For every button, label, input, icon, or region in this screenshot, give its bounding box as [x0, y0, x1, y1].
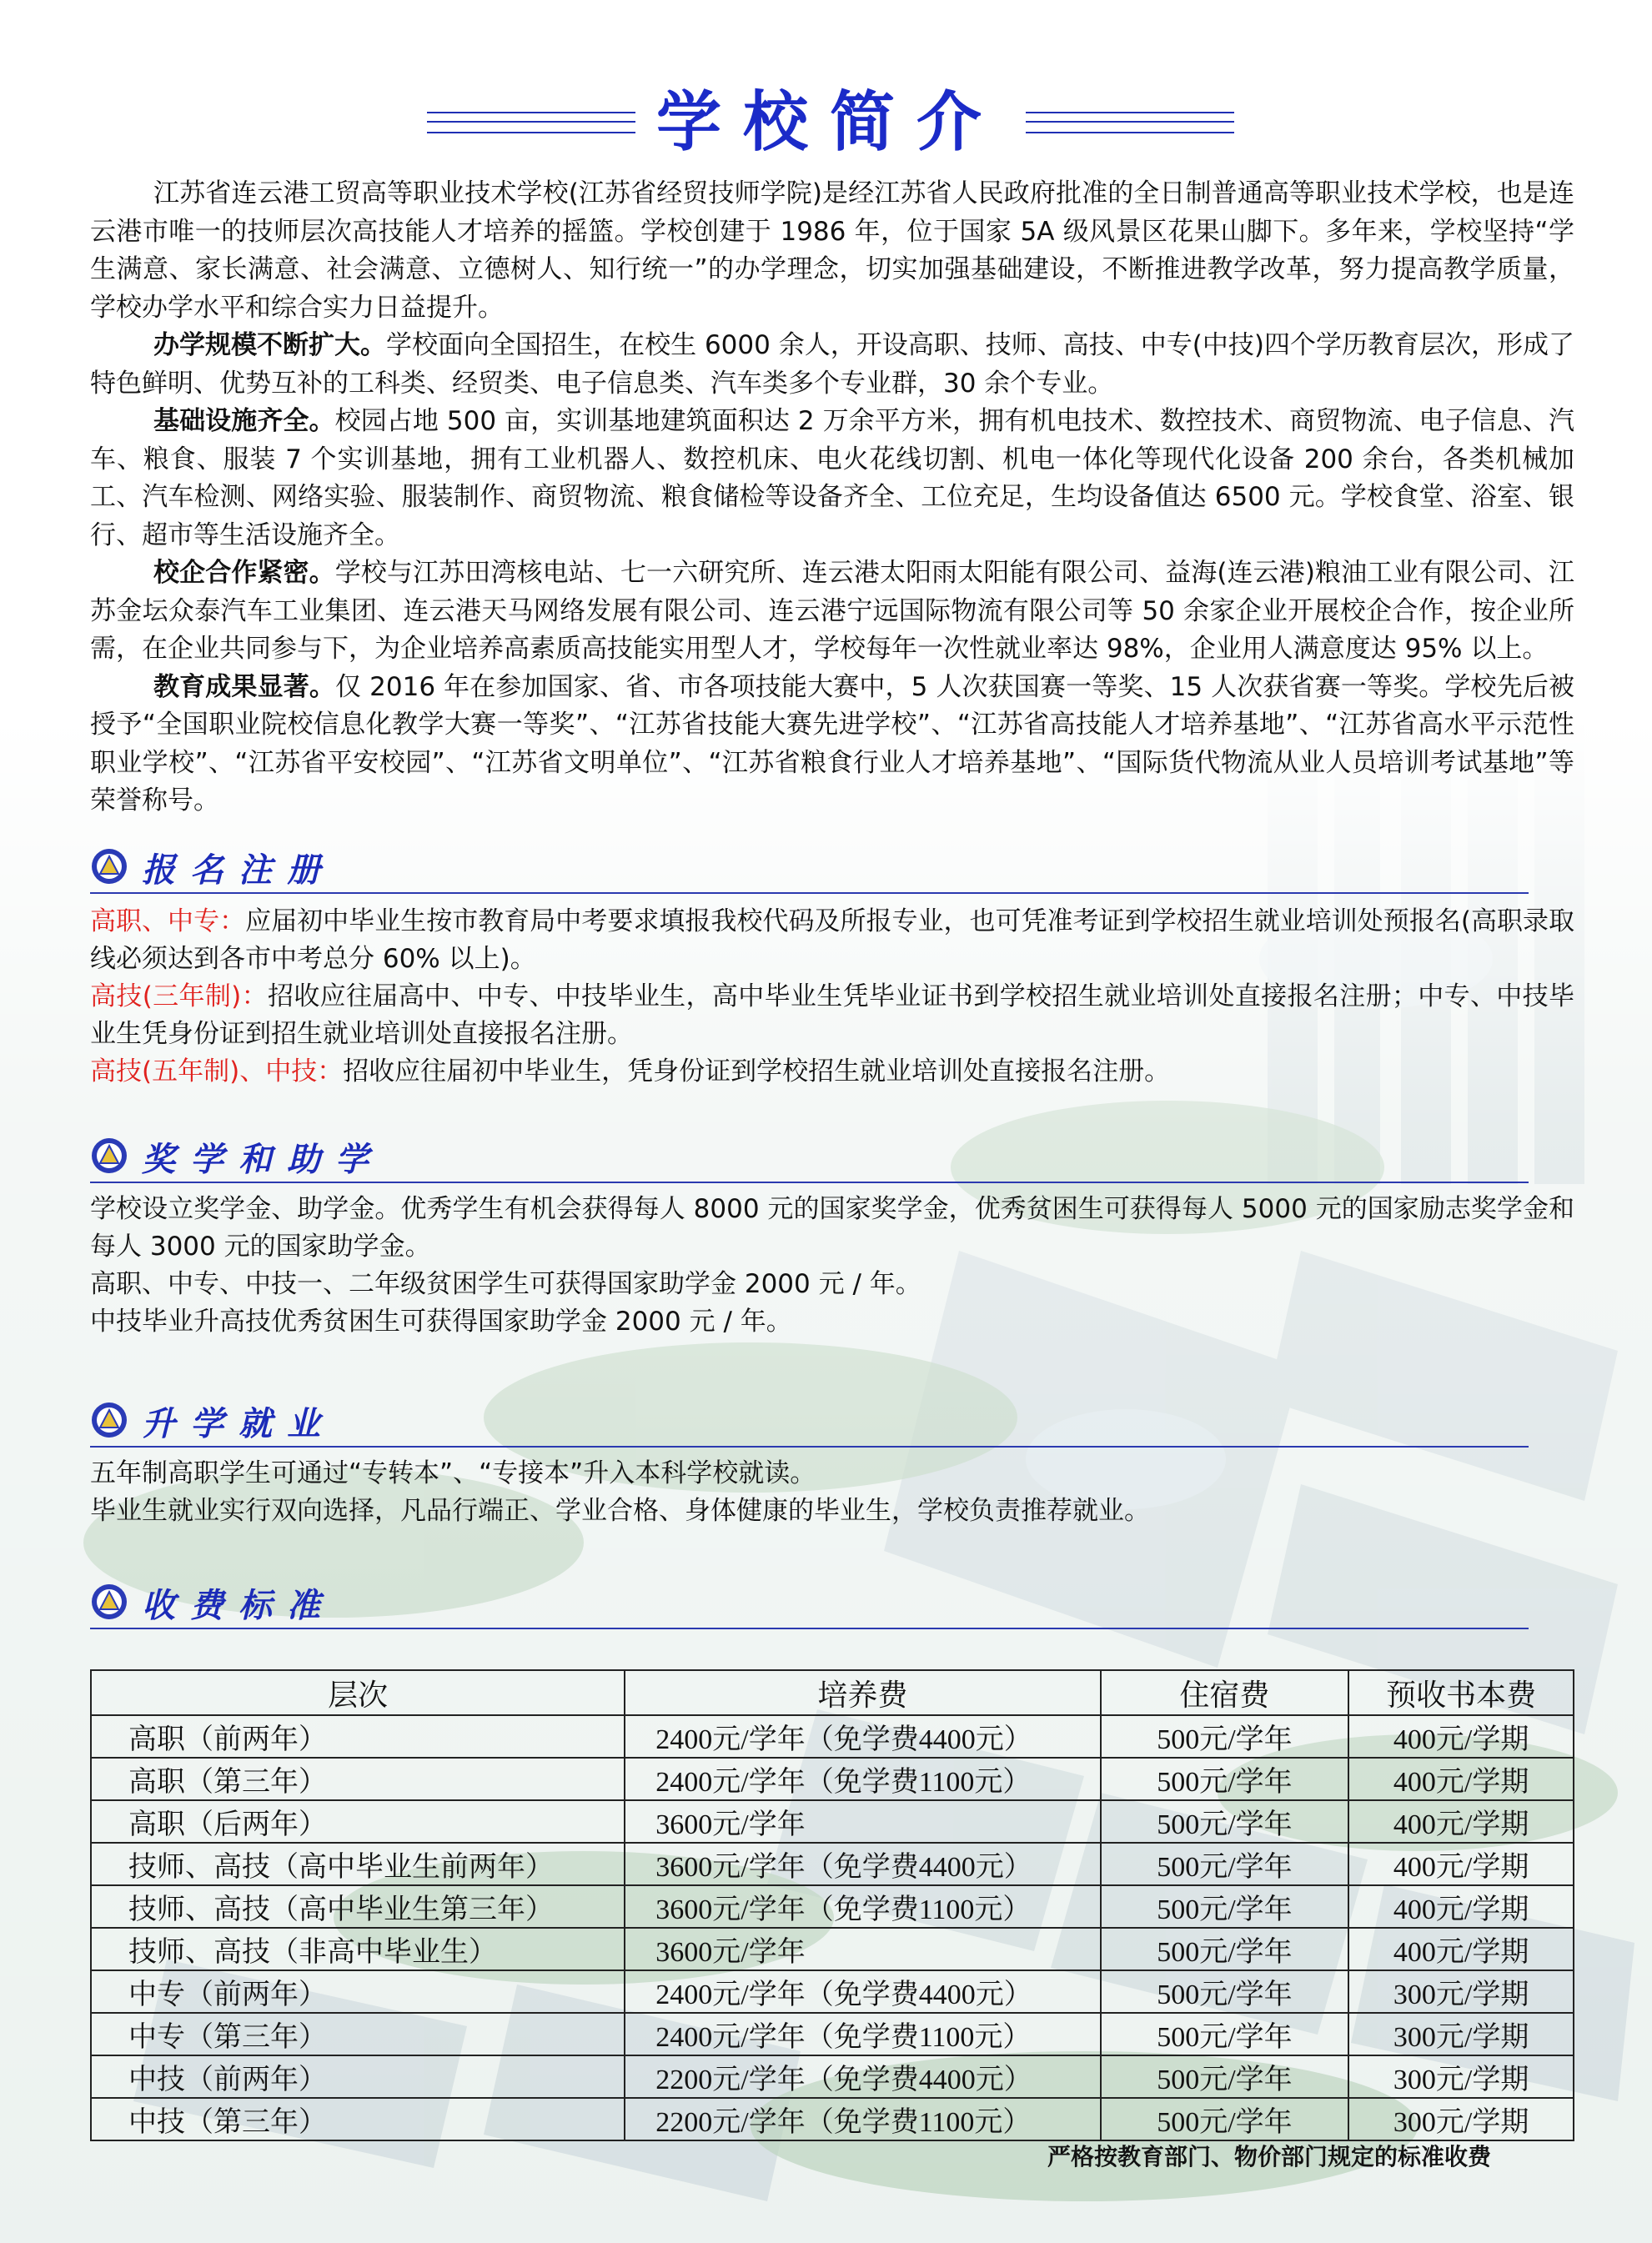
cell-tuition: 3600元/学年（免学费1100元） — [625, 1885, 1100, 1928]
page-title: 学校简介 — [655, 85, 1003, 160]
cell-dorm: 500元/学年 — [1101, 1970, 1349, 2013]
column-header-dorm: 住宿费 — [1101, 1670, 1349, 1715]
intro-text-cooperation: 学校与江苏田湾核电站、七一六研究所、连云港太阳雨太阳能有限公司、益海(连云港)粮油工业有限公司、江苏金坛众泰汽车工业集团、连云港天马网络发展有限公司、连云港宁远国际物流有限公司等 50 余家企业开展校企合作，按企业所需，在企业共同参与下，为企业培养高素质高技能实用型人才，学校每年一次性就业率达 98%，企业用人满意度达 95% 以上。 — [90, 558, 1575, 664]
cell-books: 300元/学期 — [1348, 2055, 1574, 2098]
section-emblem-icon — [90, 1401, 128, 1439]
cell-tuition: 2400元/学年（免学费1100元） — [625, 2013, 1100, 2055]
section-header-fees — [90, 1576, 1529, 1629]
cell-tuition: 3600元/学年 — [625, 1800, 1100, 1843]
cell-books: 400元/学期 — [1348, 1758, 1574, 1800]
fee-table — [90, 1669, 1574, 2141]
table-row — [91, 1715, 1574, 1758]
cell-tuition: 2400元/学年（免学费4400元） — [625, 1970, 1100, 2013]
intro-text-scale: 学校面向全国招生，在校生 6000 余人，开设高职、技师、高技、中专(中技)四个学历教育层次，形成了特色鲜明、优势互补的工科类、经贸类、电子信息类、汽车类多个专业群，30 余个专业。 — [90, 330, 1575, 399]
table-row — [91, 1800, 1574, 1843]
cell-level: 中技（前两年） — [91, 2055, 625, 2098]
intro-lead-facilities: 基础设施齐全。 — [153, 406, 335, 436]
cell-level: 技师、高技（非高中毕业生） — [91, 1928, 625, 1970]
cell-dorm: 500元/学年 — [1101, 2055, 1349, 2098]
cell-books: 300元/学期 — [1348, 2098, 1574, 2140]
school-introduction — [90, 175, 1574, 820]
cell-tuition: 3600元/学年（免学费4400元） — [625, 1843, 1100, 1885]
cell-dorm: 500元/学年 — [1101, 1800, 1349, 1843]
column-header-tuition: 培养费 — [625, 1670, 1100, 1715]
cell-level: 中专（第三年） — [91, 2013, 625, 2055]
scholarship-line: 高职、中专、中技一、二年级贫困学生可获得国家助学金 2000 元 / 年。 — [90, 1269, 921, 1299]
intro-lead-achievements: 教育成果显著。 — [153, 671, 336, 702]
cell-books: 400元/学期 — [1348, 1843, 1574, 1885]
employment-line: 毕业生就业实行双向选择，凡品行端正、学业合格、身体健康的毕业生，学校负责推荐就业。 — [90, 1496, 1150, 1526]
registration-body — [90, 903, 1574, 1091]
registration-item-text: 应届初中毕业生按市教育局中考要求填报我校代码及所报专业，也可凭准考证到学校招生就业培训处预报名(高职录取线必须达到各市中考总分 60% 以上)。 — [90, 906, 1575, 974]
cell-dorm: 500元/学年 — [1101, 1758, 1349, 1800]
cell-dorm: 500元/学年 — [1101, 1715, 1349, 1758]
table-row — [91, 2098, 1574, 2140]
cell-dorm: 500元/学年 — [1101, 1928, 1349, 1970]
cell-level: 中技（第三年） — [91, 2098, 625, 2140]
cell-books: 300元/学期 — [1348, 2013, 1574, 2055]
cell-level: 技师、高技（高中毕业生第三年） — [91, 1885, 625, 1928]
section-emblem-icon — [90, 1583, 128, 1621]
section-header-employment — [90, 1394, 1529, 1448]
intro-paragraph-facilities — [90, 403, 1574, 554]
registration-item — [90, 1053, 1574, 1091]
cell-level: 高职（后两年） — [91, 1800, 625, 1843]
table-row — [91, 2013, 1574, 2055]
intro-text-achievements: 仅 2016 年在参加国家、省、市各项技能大赛中，5 人次获国赛一等奖、15 人次获省赛一等奖。学校先后被授予“全国职业院校信息化教学大赛一等奖”、“江苏省技能大赛先进学校”、“江苏省高技能人才培养基地”、“江苏省高水平示范性职业学校”、“江苏省平安校园”、“江苏省文明单位”、“江苏省粮食行业人才培养基地”、“国际货代物流从业人员培训考试基地”等荣誉称号。 — [90, 671, 1574, 815]
cell-tuition: 2400元/学年（免学费1100元） — [625, 1758, 1100, 1800]
cell-level: 高职（前两年） — [91, 1715, 625, 1758]
title-banner — [0, 77, 1652, 168]
column-header-level: 层次 — [91, 1670, 625, 1715]
column-header-books: 预收书本费 — [1348, 1670, 1574, 1715]
section-emblem-icon — [90, 847, 128, 886]
registration-item-label: 高职、中专： — [90, 906, 246, 936]
registration-item — [90, 978, 1574, 1053]
employment-line: 五年制高职学生可通过“专转本”、“专接本”升入本科学校就读。 — [90, 1458, 816, 1488]
section-title-scholarship: 奖学和助学 — [142, 1140, 384, 1179]
cell-level: 技师、高技（高中毕业生前两年） — [91, 1843, 625, 1885]
section-header-registration — [90, 840, 1529, 894]
intro-lead-scale: 办学规模不断扩大。 — [153, 330, 387, 360]
registration-item-label: 高技(五年制)、中技： — [90, 1056, 344, 1086]
cell-dorm: 500元/学年 — [1101, 2098, 1349, 2140]
intro-paragraph-achievements — [90, 669, 1574, 820]
section-title-fees: 收费标准 — [142, 1586, 335, 1625]
intro-paragraph-scale — [90, 327, 1574, 403]
section-header-scholarship — [90, 1130, 1529, 1183]
cell-tuition: 2200元/学年（免学费4400元） — [625, 2055, 1100, 2098]
table-row — [91, 1970, 1574, 2013]
section-emblem-icon — [90, 1137, 128, 1175]
cell-books: 300元/学期 — [1348, 1970, 1574, 2013]
employment-body — [90, 1455, 1574, 1530]
scholarship-line: 学校设立奖学金、助学金。优秀学生有机会获得每人 8000 元的国家奖学金，优秀贫困生可获得每人 5000 元的国家励志奖学金和每人 3000 元的国家助学金。 — [90, 1194, 1574, 1262]
section-title-employment: 升学就业 — [142, 1404, 335, 1443]
intro-lead-cooperation: 校企合作紧密。 — [153, 558, 335, 588]
cell-books: 400元/学期 — [1348, 1800, 1574, 1843]
cell-dorm: 500元/学年 — [1101, 1843, 1349, 1885]
cell-tuition: 3600元/学年 — [625, 1928, 1100, 1970]
registration-item-text: 招收应往届初中毕业生，凭身份证到学校招生就业培训处直接报名注册。 — [343, 1056, 1171, 1086]
intro-paragraph — [90, 175, 1574, 327]
cell-dorm: 500元/学年 — [1101, 1885, 1349, 1928]
title-rule-left — [427, 112, 635, 133]
intro-text: 江苏省连云港工贸高等职业技术学校(江苏省经贸技师学院)是经江苏省人民政府批准的全日制普通高等职业技术学校，也是连云港市唯一的技师层次高技能人才培养的摇篮。学校创建于 1986 年，位于国家 5A 级风景区花果山脚下。多年来，学校坚持“学生满意、家长满意、社会满意、立德树人、知行统一”的办学理念，切实加强基础建设，不断推进教学改革，努力提高教学质量，学校办学水平和综合实力日益提升。 — [90, 178, 1574, 323]
intro-text-facilities: 校园占地 500 亩，实训基地建筑面积达 2 万余平方米，拥有机电技术、数控技术、商贸物流、电子信息、汽车、粮食、服装 7 个实训基地，拥有工业机器人、数控机床、电火花线切割、机电一体化等现代化设备 200 余台，各类机械加工、汽车检测、网络实验、服装制作、商贸物流、粮食储检等设备齐全、工位充足，生均设备值达 6500 元。学校食堂、浴室、银行、超市等生活设施齐全。 — [90, 406, 1574, 550]
cell-books: 400元/学期 — [1348, 1715, 1574, 1758]
cell-level: 中专（前两年） — [91, 1970, 625, 2013]
intro-paragraph-cooperation — [90, 554, 1574, 669]
section-title-registration: 报名注册 — [142, 851, 335, 890]
cell-books: 400元/学期 — [1348, 1885, 1574, 1928]
cell-tuition: 2200元/学年（免学费1100元） — [625, 2098, 1100, 2140]
registration-item-text: 招收应往届高中、中专、中技毕业生，高中毕业生凭毕业证书到学校招生就业培训处直接报名注册；中专、中技毕业生凭身份证到招生就业培训处直接报名注册。 — [90, 981, 1574, 1049]
scholarship-body — [90, 1191, 1574, 1341]
table-row — [91, 2055, 1574, 2098]
table-row — [91, 1928, 1574, 1970]
table-row — [91, 1758, 1574, 1800]
cell-dorm: 500元/学年 — [1101, 2013, 1349, 2055]
cell-books: 400元/学期 — [1348, 1928, 1574, 1970]
fee-table-header-row — [91, 1670, 1574, 1715]
fee-footnote: 严格按教育部门、物价部门规定的标准收费 — [1047, 2143, 1492, 2170]
title-rule-right — [1026, 112, 1234, 133]
registration-item-label: 高技(三年制)： — [90, 981, 268, 1011]
cell-tuition: 2400元/学年（免学费4400元） — [625, 1715, 1100, 1758]
registration-item — [90, 903, 1574, 978]
table-row — [91, 1885, 1574, 1928]
cell-level: 高职（第三年） — [91, 1758, 625, 1800]
table-row — [91, 1843, 1574, 1885]
scholarship-line: 中技毕业升高技优秀贫困生可获得国家助学金 2000 元 / 年。 — [90, 1307, 792, 1337]
